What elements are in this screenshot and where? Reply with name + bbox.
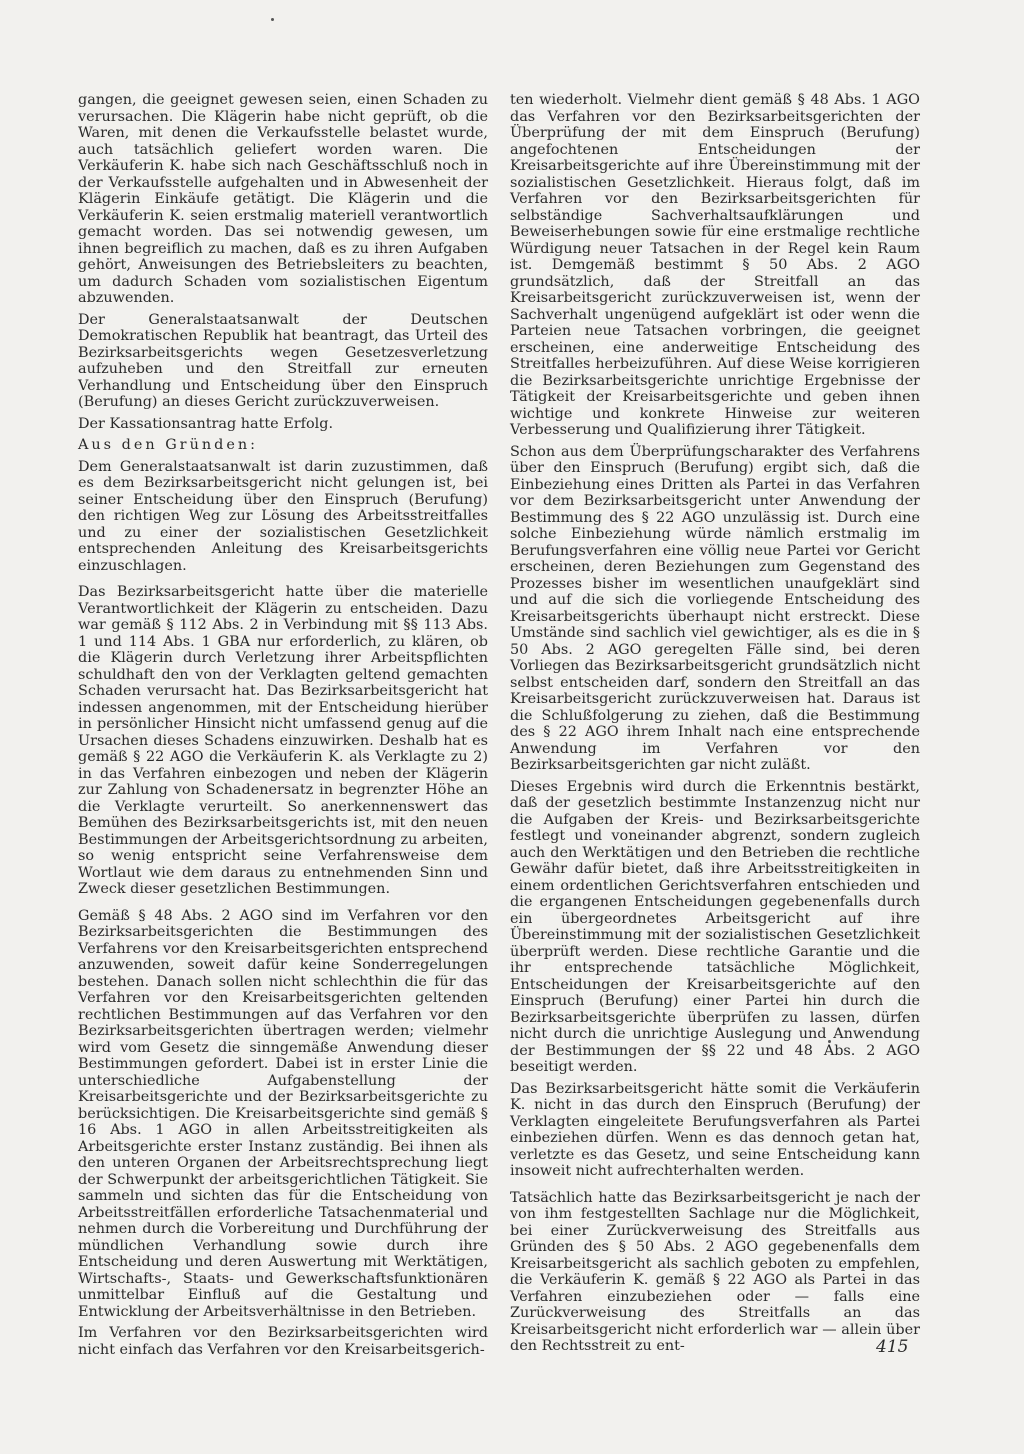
right-column bbox=[510, 92, 920, 1360]
paragraph: Dem Generalstaatsanwalt ist darin zuzustimmen, daß es dem Bezirksarbeitsgericht nicht gelungen ist, bei seiner Entscheidung über den Einspruch (Berufung) den richtigen Weg zur Lösung des Arbeitsstreitfalles und zu einer der sozialistischen Gesetzlichkeit entsprechenden Anleitung des Kreisarbeitsgerichts einzuschlagen. bbox=[78, 458, 488, 574]
paragraph: Der Generalstaatsanwalt der Deutschen Demokratischen Republik hat beantragt, das Urteil des Bezirksarbeitsgerichts wegen Gesetzesverletzung aufzuheben und den Streitfall zur erneuten Verhandlung und Entscheidung über den Einspruch (Berufung) an dieses Gericht zurückzuverweisen. bbox=[78, 311, 488, 410]
paragraph: Tatsächlich hatte das Bezirksarbeitsgericht je nach der von ihm festgestellten Sachlage nur die Möglichkeit, bei einer Zurückverweisung des Streitfalls aus Gründen des § 50 Abs. 2 AGO gegebenenfalls dem Kreisarbeitsgericht als sachlich geboten zu empfehlen, die Verkäuferin K. gemäß § 22 AGO als Partei in das Verfahren einzubeziehen oder — falls eine Zurückverweisung des Streitfalls an das Kreisarbeitsgericht nicht erforderlich war — allein über den Rechtsstreit zu ent- bbox=[510, 1189, 920, 1354]
scan-speck bbox=[271, 18, 274, 21]
paragraph: Der Kassationsantrag hatte Erfolg. bbox=[78, 415, 334, 432]
section-heading: Aus den Gründen: bbox=[78, 437, 258, 453]
page-number: 415 bbox=[876, 1337, 909, 1357]
paragraph: Im Verfahren vor den Bezirksarbeitsgerichten wird nicht einfach das Verfahren vor den Kreisarbeitsgerich- bbox=[78, 1325, 488, 1358]
paragraph: Dieses Ergebnis wird durch die Erkenntnis bestärkt, daß der gesetzlich bestimmte Instanzenzug nicht nur die Aufgaben der Kreis- und Bezirksarbeitsgerichte festlegt und voneinander abgrenzt, sondern zugleich auch den Werktätigen und den Betrieben die rechtliche Gewähr dafür bietet, daß ihre Arbeitsstreitigkeiten in einem ordentlichen Gerichtsverfahren entschieden und die ergangenen Entscheidungen gegebenenfalls durch ein übergeordnetes Arbeitsgericht auf ihre Übereinstimmung mit der sozialistischen Gesetzlichkeit überprüft werden. Diese rechtliche Garantie und die ihr entsprechende tatsächliche Möglichkeit, Entscheidungen der Kreisarbeitsgerichte auf den Einspruch (Berufung) einer Partei hin durch die Bezirksarbeitsgerichte überprüfen zu lassen, dürfen nicht durch die unrichtige Auslegung und Anwendung der Bestimmungen der §§ 22 und 48 Abs. 2 AGO beseitigt werden. bbox=[510, 778, 920, 1075]
paragraph: Schon aus dem Überprüfungscharakter des Verfahrens über den Einspruch (Berufung) ergibt sich, daß die Einbeziehung eines Dritten als Partei in das Verfahren vor dem Bezirksarbeitsgericht unter Anwendung der Bestimmung des § 22 AGO unzulässig ist. Durch eine solche Einbeziehung würde nämlich erstmalig im Berufungsverfahren eine völlig neue Partei vor Gericht erscheinen, deren Beziehungen zum Gegenstand des Prozesses bisher im wesentlichen unaufgeklärt sind und auf die sich die vorliegende Entscheidung des Kreisarbeitsgerichts überhaupt nicht erstreckt. Diese Umstände sind sachlich viel gewichtiger, als es die in § 50 Abs. 2 AGO geregelten Fälle sind, bei deren Vorliegen das Bezirksarbeitsgericht grundsätzlich nicht selbst entscheiden darf, sondern den Streitfall an das Kreisarbeitsgericht zurückzuverweisen hat. Daraus ist die Schlußfolgerung zu ziehen, daß die Bestimmung des § 22 AGO ihrem Inhalt nach eine entsprechende Anwendung im Verfahren vor den Bezirksarbeitsgerichten gar nicht zuläßt. bbox=[510, 443, 920, 773]
paragraph: Gemäß § 48 Abs. 2 AGO sind im Verfahren vor den Bezirksarbeitsgerichten die Bestimmungen des Verfahrens vor den Kreisarbeitsgerichten entsprechend anzuwenden, soweit dafür keine Sonderregelungen bestehen. Danach sollen nicht schlechthin die für das Verfahren vor den Kreisarbeitsgerichten geltenden rechtlichen Bestimmungen auf das Verfahren vor den Bezirksarbeitsgerichten übertragen werden; vielmehr wird vom Gesetz die sinngemäße Anwendung dieser Bestimmungen gefordert. Dabei ist in erster Linie die unterschiedliche Aufgabenstellung der Kreisarbeitsgerichte und der Bezirksarbeitsgerichte zu berücksichtigen. Die Kreisarbeitsgerichte sind gemäß § 16 Abs. 1 AGO in allen Arbeitsstreitigkeiten als Arbeitsgerichte erster Instanz zuständig. Bei ihnen als den unteren Organen der Arbeitsrechtsprechung liegt der Schwerpunkt der arbeitsgerichtlichen Tätigkeit. Sie sammeln und sichten das für die Entscheidung von Arbeitsstreitfällen erforderliche Tatsachenmaterial und nehmen durch die Vorbereitung und Durchführung der mündlichen Verhandlung sowie durch ihre Entscheidung und deren Auswertung mit Werktätigen, Wirtschafts-, Staats- und Gewerkschaftsfunktionären unmittelbar Einfluß auf die Gestaltung und Entwicklung der Arbeitsverhältnisse in den Betrieben. bbox=[78, 907, 488, 1320]
paragraph: gangen, die geeignet gewesen seien, einen Schaden zu verursachen. Die Klägerin habe nicht geprüft, ob die Waren, mit denen die Verkaufsstelle belastet wurde, auch tatsächlich geliefert worden waren. Die Verkäuferin K. habe sich nach Geschäftsschluß noch in der Verkaufsstelle aufgehalten und in Abwesenheit der Klägerin Einkäufe getätigt. Die Klägerin und die Verkäuferin K. seien erstmalig materiell verantwortlich gemacht worden. Das sei notwendig gewesen, um ihnen begreiflich zu machen, daß es zu ihren Aufgaben gehört, Anweisungen des Betriebsleiters zu beachten, um dadurch Schaden vom sozialistischen Eigentum abzuwenden. bbox=[78, 92, 488, 306]
left-column bbox=[78, 92, 488, 1363]
paragraph: ten wiederholt. Vielmehr dient gemäß § 48 Abs. 1 AGO das Verfahren vor den Bezirksarbeitsgerichten der Überprüfung der mit dem Einspruch (Berufung) angefochtenen Entscheidungen der Kreisarbeitsgerichte auf ihre Übereinstimmung mit der sozialistischen Gesetzlichkeit. Hieraus folgt, daß im Verfahren vor den Bezirksarbeitsgerichten für selbständige Sachverhaltsaufklärungen und Beweiserhebungen sowie für eine erstmalige rechtliche Würdigung neuer Tatsachen in der Regel kein Raum ist. Demgemäß bestimmt § 50 Abs. 2 AGO grundsätzlich, daß der Streitfall an das Kreisarbeitsgericht zurückzuverweisen ist, wenn der Sachverhalt ungenügend aufgeklärt ist oder wenn die Parteien neue Tatsachen vorbringen, die geeignet erscheinen, eine anderweitige Entscheidung des Streitfalles herbeizuführen. Auf diese Weise korrigieren die Bezirksarbeitsgerichte unrichtige Ergebnisse der Tätigkeit der Kreisarbeitsgerichte und geben ihnen wichtige und konkrete Hinweise zur weiteren Verbesserung und Qualifizierung ihrer Tätigkeit. bbox=[510, 92, 920, 438]
paragraph: Das Bezirksarbeitsgericht hatte über die materielle Verantwortlichkeit der Klägerin zu entscheiden. Dazu war gemäß § 112 Abs. 2 in Verbindung mit §§ 113 Abs. 1 und 114 Abs. 1 GBA nur erforderlich, zu klären, ob die Klägerin durch Verletzung ihrer Arbeitspflichten schuldhaft den von der Verklagten geltend gemachten Schaden verursacht hat. Das Bezirksarbeitsgericht hat indessen angenommen, mit der Entscheidung hierüber in persönlicher Hinsicht nicht umfassend genug auf die Ursachen dieses Schadens einzuwirken. Deshalb hat es gemäß § 22 AGO die Verkäuferin K. als Verklagte zu 2) in das Verfahren einbezogen und neben der Klägerin zur Zahlung von Schadenersatz in begrenzter Höhe an die Verklagte verurteilt. So anerkennenswert das Bemühen des Bezirksarbeitsgerichts ist, mit den neuen Bestimmungen der Arbeitsgerichtsordnung zu arbeiten, so wenig entspricht seine Verfahrensweise dem Wortlaut wie dem daraus zu entnehmenden Sinn und Zweck dieser gesetzlichen Bestimmungen. bbox=[78, 584, 488, 897]
paragraph: Das Bezirksarbeitsgericht hätte somit die Verkäuferin K. nicht in das durch den Einspruch (Berufung) der Verklagten eingeleitete Berufungsverfahren als Partei einbeziehen dürfen. Wenn es das dennoch getan hat, verletzte es das Gesetz, und seine Entscheidung kann insoweit nicht aufrechterhalten werden. bbox=[510, 1080, 920, 1179]
